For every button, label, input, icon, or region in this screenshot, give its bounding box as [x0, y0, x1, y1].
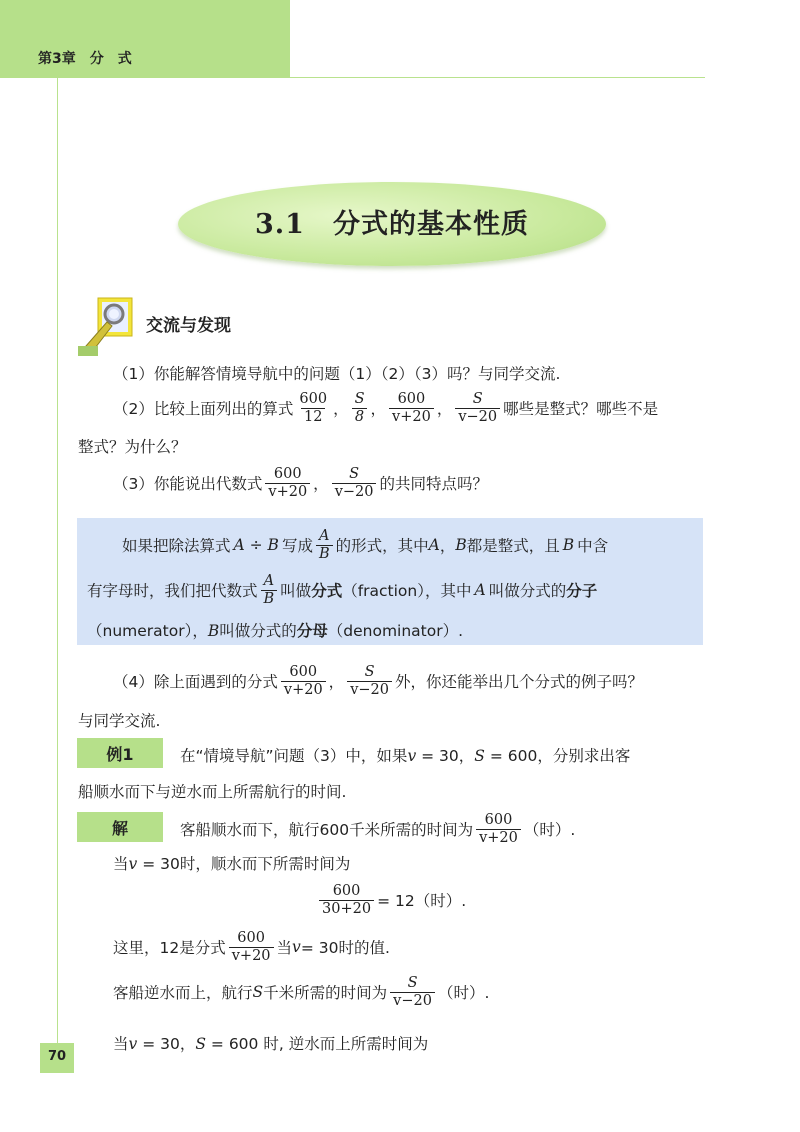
solution-line-4: 这里，12是分式 $\frac{600}{v+20}$ 当 v = 30时的值. — [113, 930, 390, 964]
fraction: $\frac{600}{v+20}$ — [281, 664, 326, 698]
solution-line-2: 当v = 30时，顺水而下所需时间为 — [113, 855, 351, 873]
fraction: $\frac{600}{v+20}$ — [265, 466, 310, 500]
definition-line-3: （numerator），B叫做分式的分母（denominator）. — [87, 622, 464, 640]
fraction: $\frac{S}{v-20}$ — [332, 466, 377, 500]
term-fraction: 分式 — [311, 582, 343, 601]
solution-line-6: 当v = 30，S = 600 时, 逆水而上所需时间为 — [113, 1035, 429, 1053]
solution-tag: 解 — [77, 812, 163, 842]
magnifier-icon — [76, 296, 136, 358]
question-1: （1）你能解答情境导航中的问题（1）（2）（3）吗？与同学交流. — [113, 365, 561, 383]
fraction: $\frac{S}{v-20}$ — [347, 664, 392, 698]
fraction: $\frac{600}{12}$ — [299, 391, 328, 425]
page-number: 70 — [47, 1049, 67, 1064]
term-denominator: 分母 — [296, 622, 328, 640]
question-4-cont: 与同学交流. — [78, 712, 161, 730]
section-heading: 交流与发现 — [146, 316, 231, 336]
fraction: $\frac{600}{v+20}$ — [476, 812, 521, 846]
q2-suffix: 哪些是整式？哪些不是 — [503, 400, 659, 419]
chapter-label: 第3章 分 式 — [38, 51, 132, 67]
question-3: （3）你能说出代数式 $\frac{600}{v+20}$ ， $\frac{S}{v-20}$ 的共同特点吗？ — [113, 466, 488, 500]
question-2-cont: 整式？为什么？ — [78, 438, 187, 456]
definition-line-2: 有字母时，我们把代数式 $\frac{A}{B}$ 叫做 分式 （fraction），其中 A 叫做分式的 分子 — [87, 573, 598, 607]
definition-line-1: 如果把除法算式 A ÷ B 写成 $\frac{A}{B}$ 的形式，其中 A ， B 都是整式，且 B 中含 — [122, 528, 609, 562]
fraction: $\frac{S}{8}$ — [352, 391, 368, 425]
fraction: $\frac{600}{30+20}$ — [319, 883, 374, 917]
margin-rule — [57, 78, 58, 1043]
fraction: $\frac{A}{B}$ — [261, 573, 278, 607]
fraction: $\frac{S}{v-20}$ — [455, 391, 500, 425]
solution-line-1: 客船顺水而下，航行600千米所需的时间为 $\frac{600}{v+20}$ （时）. — [180, 812, 576, 846]
fraction: $\frac{600}{v+20}$ — [229, 930, 274, 964]
fraction: $\frac{S}{v-20}$ — [390, 975, 435, 1009]
solution-calc: $\frac{600}{30+20}$ = 12（时）. — [316, 883, 466, 917]
question-4: （4）除上面遇到的分式 $\frac{600}{v+20}$ ， $\frac{S}{v-20}$ 外，你还能举出几个分式的例子吗？ — [113, 664, 643, 698]
example-line-2: 船顺水而下与逆水而上所需航行的时间. — [78, 783, 347, 801]
section-title: 3.1 分式的基本性质 — [255, 209, 529, 240]
question-2: （2）比较上面列出的算式 $\frac{600}{12}$ ， $\frac{S}{8}$ ， $\frac{600}{v+20}$ ， $\frac{S}{v-20}$ 哪些是整式？哪些不是 — [113, 391, 659, 425]
fraction: $\frac{600}{v+20}$ — [389, 391, 434, 425]
header-rule — [290, 77, 705, 78]
q2-prefix: （2）比较上面列出的算式 — [113, 400, 294, 419]
example-tag: 例1 — [77, 738, 163, 768]
term-numerator: 分子 — [566, 582, 598, 601]
fraction: $\frac{A}{B}$ — [316, 528, 333, 562]
example-line-1: 在“情境导航”问题（3）中，如果v = 30，S = 600，分别求出客 — [180, 747, 631, 765]
solution-line-5: 客船逆水而上，航行 S 千米所需的时间为 $\frac{S}{v-20}$ （时）. — [113, 975, 490, 1009]
